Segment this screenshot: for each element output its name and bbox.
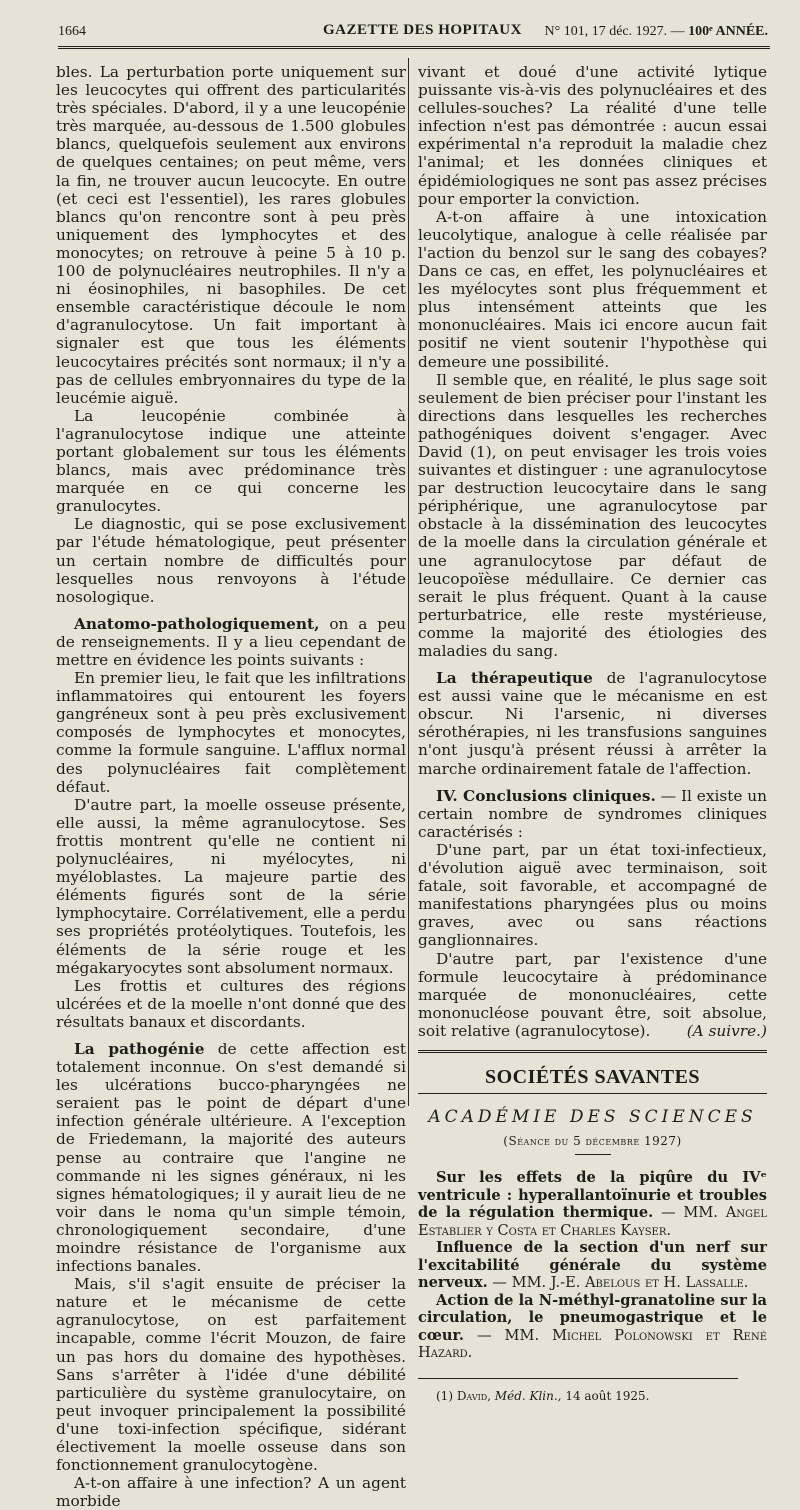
to-be-continued: (A suivre.) — [686, 1021, 767, 1040]
paragraph-lead: Anatomo-pathologiquement, — [74, 614, 320, 633]
paragraph: La leucopénie combinée à l'agranulocytose indique une atteinte portant globalement sur tous les éléments blancs, mais avec prédominance très marquée en ce qui concerne les granulocytes. — [56, 406, 406, 516]
paragraph: A-t-on affaire à une infection? A un agent morbide — [56, 1474, 406, 1510]
paragraph-pathogenie — [56, 1040, 406, 1275]
footnote-rule — [418, 1378, 738, 1379]
paragraph: A-t-on affaire à une intoxication leucolytique, analogue à celle réalisée par l'action du benzol sur le sang des cobayes? Dans ce cas, en effet, les polynucléaires et les myélocytes sont plus fréquemment et plus intensément atteints que les mononucléaires. Mais ici encore aucun fait positif ne vient soutenir l'hypothèse qui demeure une possibilité. — [418, 207, 767, 371]
footnote-date: 14 août 1925. — [561, 1388, 650, 1403]
paragraph: vivant et doué d'une activité lytique puissante vis-à-vis des polynucléaires et des cellules-souches? La réalité d'une telle infection n'est pas démontrée : aucun essai expérimental n'a reproduit la maladie chez l'animal; et les données cliniques et épidémiologiques ne sont pas assez précises pour emporter la conviction. — [418, 63, 767, 208]
paragraph-lead: La thérapeutique — [436, 669, 593, 688]
paragraph: D'autre part, la moelle osseuse présente, elle aussi, la même agranulocytose. Ses frottis montrent qu'elle ne contient ni polynucléaires, ni myélocytes, ni myéloblastes. La majeure partie des éléments figurés sont de la série lymphocytaire. Corrélativement, elle a perdu ses propriétés protéolytiques. Toutefois, les éléments de la série rouge et les mégakaryocytes sont absolument normaux. — [56, 795, 406, 977]
paragraph-text: de l'agranulocytose est aussi vaine que le mécanisme en est obscur. Ni l'arsenic, ni diverses sérothérapies, ni les transfusions sanguines n'ont jusqu'à présent réussi à arrêter la marche ordinairement fatale de l'affection. — [418, 669, 767, 778]
footnote-journal: Méd. Klin., — [490, 1388, 562, 1403]
paragraph-text: de cette affection est totalement inconnue. On s'est demandé si les ulcérations bucco-pharyngées ne seraient pas le point de départ d'une infection générale ultérieure. A l'exception de Friedemann, la majorité des auteurs pense au contraire que l'angine ne commande ni les signes généraux, ni les signes hématologiques; il y aurait lieu de ne voir dans le noma qu'un simple témoin, chronologiquement secondaire, d'une moindre résistance de l'organisme aux infections banales. — [56, 1039, 406, 1276]
paragraph-lead: La pathogénie — [74, 1039, 205, 1058]
paragraph-text: — Il existe un certain nombre de syndromes cliniques caractérisés : — [418, 786, 767, 841]
section-title: SOCIÉTÉS SAVANTES — [484, 1065, 701, 1088]
paragraph: Les frottis et cultures des régions ulcérées et de la moelle n'ont donné que des résultats banaux et discordants. — [56, 976, 406, 1031]
entry-title: Action de la N-méthyl-granatoline sur la circulation, le pneumogastrique et le cœur. — [418, 1291, 767, 1344]
communication-entry — [418, 1169, 767, 1239]
communication-entry — [418, 1239, 767, 1292]
paragraph-text: D'autre part, par l'existence d'une formule leucocytaire à prédominance marquée de mononucléaires, cette mononucléose pouvant être, soit absolue, soit relative (agranulocytose). — [418, 949, 767, 1040]
column-divider — [408, 58, 409, 1106]
page-header — [58, 22, 768, 44]
header-rule — [58, 46, 770, 49]
paragraph-text: on a peu de renseignements. Il y a lieu cependant de mettre en évidence les points suivants : — [56, 614, 406, 669]
entry-authors: — MM. J.-E. Abelous et H. Lassalle. — [487, 1274, 749, 1292]
academy-title: ACADÉMIE DES SCIENCES — [428, 1106, 757, 1127]
issue-year: 100ᵉ ANNÉE. — [688, 24, 768, 39]
entry-title: Influence de la section d'un nerf sur l'excitabilité générale du système nerveux. — [418, 1239, 767, 1292]
session-date: (Séance du 5 décembre 1927) — [503, 1134, 682, 1149]
issue-date: N° 101, 17 déc. 1927. — — [544, 24, 685, 39]
journal-title: GAZETTE DES HOPITAUX — [323, 22, 522, 38]
short-rule — [575, 1154, 611, 1155]
entry-authors: — MM. Michel Polonowski et René Hazard. — [418, 1326, 767, 1362]
entry-title: Sur les effets de la piqûre du IVᵉ ventricule : hyperallantoïnurie et troubles de la régulation thermique. — [418, 1169, 767, 1222]
footnote — [418, 1387, 767, 1405]
paragraph: Mais, s'il s'agit ensuite de préciser la nature et le mécanisme de cette agranulocytose, on est parfaitement incapable, comme l'écrit Mouzon, de faire un pas hors du domaine des hypothèses. Sans s'arrêter à l'idée d'une débilité particulière du système granulocytaire, on peut invoquer principalement la possibilité d'une toxi-infection spécifique, sidérant électivement la moelle osseuse dans son fonctionnement granulocytogène. — [56, 1275, 406, 1475]
left-column — [56, 63, 406, 1510]
paragraph-therapeutique — [418, 669, 767, 778]
section-title-rule — [418, 1093, 767, 1094]
paragraph: Le diagnostic, qui se pose exclusivement par l'étude hématologique, peut présenter un certain nombre de difficultés pour lesquelles nous renvoyons à l'étude nosologique. — [56, 515, 406, 606]
page-number: 1664 — [58, 24, 86, 39]
issue-info — [545, 24, 769, 40]
paragraph: Il semble que, en réalité, le plus sage soit seulement de bien préciser pour l'instant les directions dans lesquelles les recherches pathogéniques doivent s'engager. Avec David (1), on peut envisager les trois voies suivantes et distinguer : une agranulocytose par destruction leucocytaire dans le sang périphérique, une agranulocytose par obstacle à la dissémination des leucocytes de la moelle dans la circulation générale et une agranulocytose par défaut de leucopoïèse médullaire. Ce dernier cas serait le plus fréquent. Quant à la cause perturbatrice, elle reste mystérieuse, comme la majorité des étiologies des maladies du sang. — [418, 370, 767, 660]
communication-entry — [418, 1292, 767, 1362]
paragraph-anatomo — [56, 615, 406, 669]
paragraph: bles. La perturbation porte uniquement sur les leucocytes qui offrent des particularités très spéciales. D'abord, il y a une leucopénie très marquée, au-dessous de 1.500 globules blancs, quelquefois seulement aux environs de quelques centaines; on peut même, vers la fin, ne trouver aucun leucocyte. En outre (et ceci est l'essentiel), les rares globules blancs qu'on rencontre sont à peu près uniquement des lymphocytes et des monocytes; on retrouve à peine 5 à 10 p. 100 de polynucléaires neutrophiles. Il n'y a ni éosinophiles, ni basophiles. De cet ensemble caractéristique découle le nom d'agranulocytose. Un fait important à signaler est que tous les éléments leucocytaires précités sont normaux; il n'y a pas de cellules embryonnaires du type de la leucémie aiguë. — [56, 63, 406, 407]
paragraph: En premier lieu, le fait que les infiltrations inflammatoires qui entourent les foyers gangréneux sont à peu près exclusivement composés de lymphocytes et monocytes, comme la formule sanguine. L'afflux normal des polynucléaires fait complètement défaut. — [56, 669, 406, 796]
right-column — [418, 63, 767, 1405]
entry-authors: — MM. Angel Establier y Costa et Charles Kayser. — [418, 1204, 767, 1239]
paragraph: D'une part, par un état toxi-infectieux, d'évolution aiguë avec terminaison, soit fatale, soit favorable, et accompagné de manifestations pharyngées plus ou moins graves, avec ou sans réactions ganglionnaires. — [418, 840, 767, 950]
footnote-author: David, — [456, 1388, 491, 1403]
paragraph — [418, 950, 767, 1040]
paragraph-lead: IV. Conclusions cliniques. — [436, 786, 656, 805]
paragraph-conclusions — [418, 787, 767, 841]
footnote-marker: (1) — [436, 1388, 457, 1403]
section-rule — [418, 1050, 767, 1053]
